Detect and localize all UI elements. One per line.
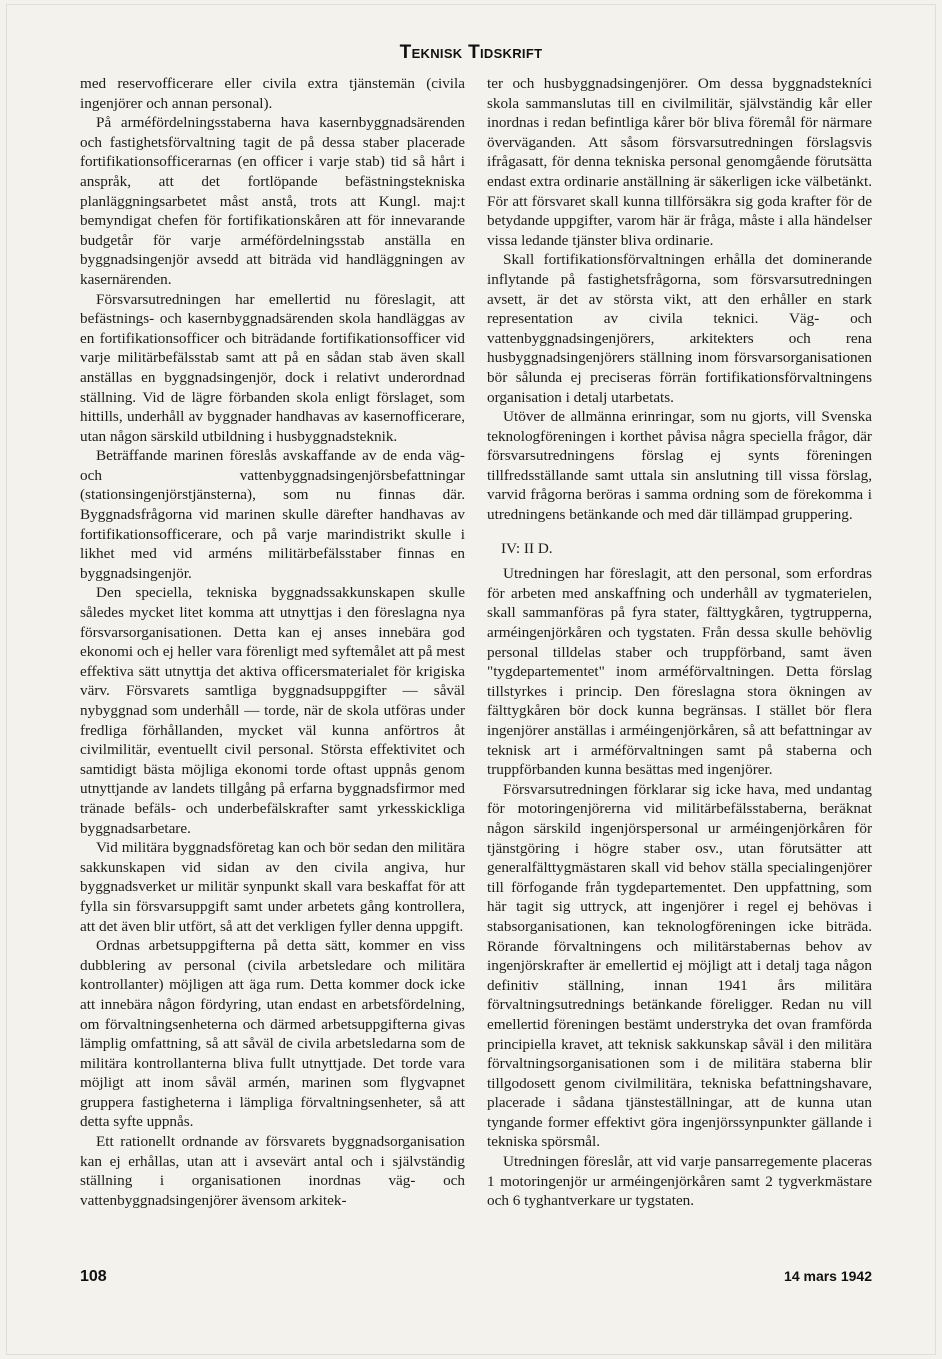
issue-date: 14 mars 1942 [784,1268,872,1284]
paragraph: Försvarsutredningen förklarar sig icke hava, med undantag för motoringenjörerna vid militärbefälsstaberna, beräknat någon särskild ingenjörspersonal ur arméingenjörkåren för tjänstgöring i högre staber osv., utan förutsätter att generalfälttygmästaren skall vid behov ställa specialingenjörer till förfogande från tygdepartementet. Den uppfattning, som här tagit sig uttryck, att ingenjörer i regel ej behövas i stabsorganisationen, kan teknologföreningen icke biträda. Rörande förvaltningens och militärstabernas behov av ingenjörskrafter är emellertid ej möjligt att i detalj taga någon definitiv ställning, innan 1941 års militära förvaltningsutrednings betänkande föreligger. Redan nu vill emellertid föreningen bestämt understryka det ovan framförda principiella kravet, att teknisk sakkunskap såväl i den militära förvaltningsorganisationen som i de militära staberna blir tillgodosett genom civilmilitära, tekniska befattningshavare, placerade i sådana tjänsteställningar, att de kunna utan tyngande former effektivt göra ingenjörssynpunkter gällande i tekniska spörsmål. [487,780,872,1151]
paragraph: med reservofficerare eller civila extra tjänstemän (civila ingenjörer och annan personal). [80,75,465,112]
section-heading: IV: II D. [501,539,553,557]
paragraph: Utredningen föreslår, att vid varje pansarregemente placeras 1 motoringenjör ur arméingenjörkåren samt 2 tygverkmästare och 6 tyghantverkare ur tygstaten. [487,1153,872,1210]
paragraph: Utöver de allmänna erinringar, som nu gjorts, vill Svenska teknologföreningen i korthet påvisa några speciella frågor, där försvarsutredningens förslag ej synts föreningen tillfredsställande samt uttala sin anslutning till vissa förslag, varvid frågorna beröras i samma ordning som de förekomma i utredningens betänkande och med där tillämpad gruppering. [487,408,872,524]
paragraph: Försvarsutredningen har emellertid nu föreslagit, att befästnings- och kasernbyggnadsärenden skola handläggas av en fortifikationsofficer och biträdande fortifikationsofficer vid varje militärbefälsstab samt att på en sådan stab även skall anställas en byggnadsingenjör, dock i relativt underordnad ställning. Vid de lägre förbanden skola enligt förslaget, som hittills, underhåll av byggnader handhavas av kasernofficerare, utan någon särskild utbildning i husbyggnadsteknik. [80,290,465,445]
paragraph: Skall fortifikationsförvaltningen erhålla det dominerande inflytande på fastighetsfrågorna, som försvarsutredningen avsett, är det av största vikt, att den erhåller en stark representation av civila teknici. Väg- och vattenbyggnadsingenjörers, arkitekters och rena husbyggnadsingenjörers ställning inom försvarsorganisationen bör sålunda ej preciseras förrän fortifikationsförvaltningens organisation i detalj utarbetats. [487,251,872,406]
paragraph: Utredningen har föreslagit, att den personal, som erfordras för arbeten med anskaffning och underhåll av tygmaterielen, skall sammanföras på fyra stater, fälttygkåren, tygtrupperna, arméingenjörkåren och tygstaten. Från dessa skulle behövlig personal tilldelas staber och truppförband, samt även "tygdepartementet" inom arméförvaltningen. Detta förslag tillstyrkes i princip. Den föreslagna stora ökningen av fälttygkåren bör dock kunna begränsas. I stället bör flera ingenjörer anställas i arméingenjörkåren, så att befattningar av teknisk art i arméförvaltningen samt på staberna och truppförbanden kunna besättas med ingenjörer. [487,565,872,779]
paragraph: På arméfördelningsstaberna hava kasernbyggnadsärenden och fastighetsförvaltning tagit de på dessa staber placerade fortifikationsofficerarnas (en officer i varje stab) tid så hårt i anspråk, att det fortlöpande befästningstekniska planläggningsarbetet måst anstå, trots att Kungl. maj:t bemyndigat chefen för fortifikationskåren att för innevarande budgetår för varje arméfördelningsstab anställa en byggnadsingenjör avsedd att biträda vid handläggningen av kasernärenden. [80,114,465,288]
page-number: 108 [80,1268,107,1285]
paragraph: Ordnas arbetsuppgifterna på detta sätt, kommer en viss dubblering av personal (civila arbetsledare och militära kontrollanter) möjligen att äga rum. Detta kommer dock icke att innebära någon fördyring, utan endast en arbetsfördelning, om förvaltningsenheterna och därmed arbetsuppgifterna givas lämplig omfattning, så att såväl de civila arbetsledarna som de militära kontrollanterna bliva fullt utnyttjade. Det torde vara möjligt att inom såväl armén, marinen som flygvapnet gruppera fastigheterna i lämpliga förvaltningsenheter, så att detta syfte uppnås. [80,937,465,1131]
paragraph: Vid militära byggnadsföretag kan och bör sedan den militära sakkunskapen vid sidan av den civila angiva, hur byggnadsverket ur militär synpunkt skall vara beskaffat för att fylla sin försvarsuppgift samt under arbetets gång kontrollera, att det även blir utfört, så att det verkligen fyller denna uppgift. [80,839,465,935]
paragraph: Ett rationellt ordnande av försvarets byggnadsorganisation kan ej erhållas, utan att i avsevärt antal och i självständig ställning i organisationen inordnas väg- och vattenbyggnadsingenjörer ävensom arkitek- [80,1133,465,1209]
paragraph: ter och husbyggnadsingenjörer. Om dessa byggnadstekníci skola sammanslutas till en civilmilitär, självständig kår eller inordnas i redan befintliga kårer bör bliva föremål för närmare överväganden. Att såsom försvarsutredningen förslagsvis ifrågasatt, för denna tekniska personal genomgående förutsätta endast extra ordinarie anställning är säkerligen icke välbetänkt. För att försvaret skall kunna tillförsäkra sig goda krafter för de betydande uppgifter, varom här är fråga, måste i alla händelser vissa ledande tjänster bliva ordinarie. [487,75,872,249]
journal-title: Teknisk Tidskrift [399,42,543,63]
paragraph: Beträffande marinen föreslås avskaffande av de enda väg- och vattenbyggnadsingenjörsbefattningar (stationsingenjörstjänsterna), som nu finnas där. Byggnadsfrågorna vid marinen skulle därefter handhavas av fortifikationsofficerare, och på varje marindistrikt skulle i likhet med vid arméns militärbefälsstaber finnas en byggnadsingenjör. [80,447,465,582]
right-column [487,74,872,1211]
paragraph: Den speciella, tekniska byggnadssakkunskapen skulle således mycket litet komma att utnyttjas i den föreslagna nya försvarsorganisationen. Detta kan ej anses innebära god ekonomi och ej heller vara förenligt med syftemålet att på mest effektiva sätt utnyttja det aktiva officersmaterialet för krigiska värv. Försvarets samtliga byggnadsuppgifter — såväl nybyggnad som underhåll — torde, när de skola utföras under fredliga förhållanden, mycket väl kunna anförtros åt civilmilitär, eventuellt civil personal. Största effektivitet och samtidigt bästa möjliga ekonomi torde oftast uppnås genom utnyttjande av landets tillgång på erfarna byggnadsfirmor med tränade befäls- och underbefälskrafter samt yrkesskickliga byggnadsarbetare. [80,584,465,837]
left-column [80,74,465,1210]
